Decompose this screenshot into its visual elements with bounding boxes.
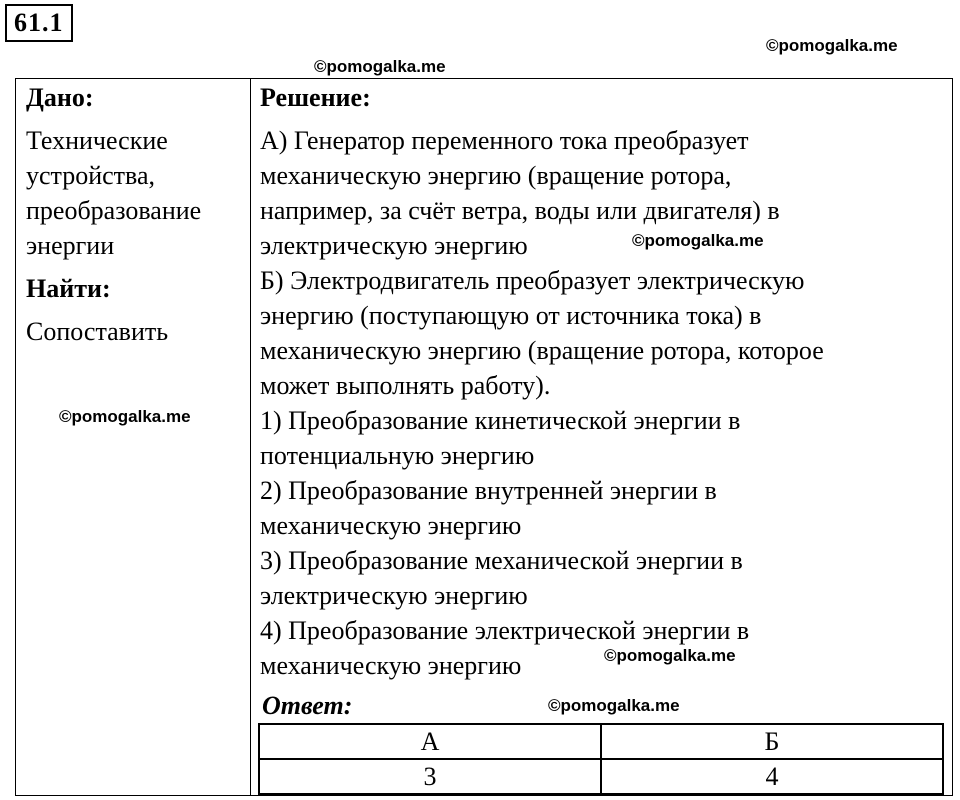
solution-paragraph-b xyxy=(260,263,950,403)
answer-value-cell: 4 xyxy=(601,759,943,794)
solution-line: механическую энергию xyxy=(260,651,522,680)
solution-line: может выполнять работу). xyxy=(260,371,551,400)
solution-column xyxy=(260,80,950,683)
solution-line: Б) Электродвигатель преобразует электрическую xyxy=(260,266,805,295)
solution-line: например, за счёт ветра, воды или двигателя) в xyxy=(260,196,780,225)
solution-line: механическую энергию (вращение ротора, которое xyxy=(260,336,824,365)
column-divider xyxy=(250,78,251,796)
given-line: устройства, xyxy=(26,161,156,190)
solution-body xyxy=(260,123,950,683)
solution-line: электрическую энергию xyxy=(260,231,528,260)
solution-line: механическую энергию (вращение ротора, xyxy=(260,161,732,190)
answer-header-cell: А xyxy=(259,724,601,759)
solution-line: электрическую энергию xyxy=(260,581,528,610)
watermark: ©pomogalka.me xyxy=(766,36,898,55)
solution-heading: Решение: xyxy=(260,83,371,112)
given-line: преобразование xyxy=(26,196,202,225)
answer-header-cell: Б xyxy=(601,724,943,759)
option-3 xyxy=(260,543,950,613)
answer-value-row xyxy=(259,759,943,794)
find-heading: Найти: xyxy=(26,274,111,303)
answer-table xyxy=(258,723,944,795)
watermark: ©pomogalka.me xyxy=(548,696,680,715)
watermark: ©pomogalka.me xyxy=(314,57,446,76)
answer-header-row xyxy=(259,724,943,759)
find-text: Сопоставить xyxy=(26,317,169,346)
option-2 xyxy=(260,473,950,543)
solution-line: 1) Преобразование кинетической энергии в xyxy=(260,406,741,435)
given-heading: Дано: xyxy=(26,83,94,112)
solution-line: 4) Преобразование электрической энергии в xyxy=(260,616,750,645)
option-1 xyxy=(260,403,950,473)
answer-label: Ответ: xyxy=(262,691,353,720)
watermark: ©pomogalka.me xyxy=(604,646,736,665)
solution-line: механическую энергию xyxy=(260,511,522,540)
solution-line: 3) Преобразование механической энергии в xyxy=(260,546,743,575)
given-column xyxy=(26,80,248,349)
problem-number: 61.1 xyxy=(5,4,73,42)
watermark: ©pomogalka.me xyxy=(59,407,191,426)
watermark: ©pomogalka.me xyxy=(632,231,764,250)
answer-value-cell: 3 xyxy=(259,759,601,794)
solution-line: А) Генератор переменного тока преобразует xyxy=(260,126,749,155)
given-text xyxy=(26,123,248,263)
solution-paragraph-a xyxy=(260,123,950,263)
given-line: Технические xyxy=(26,126,168,155)
solution-line: энергию (поступающую от источника тока) в xyxy=(260,301,762,330)
solution-line: потенциальную энергию xyxy=(260,441,535,470)
given-line: энергии xyxy=(26,231,115,260)
option-4 xyxy=(260,613,950,683)
solution-line: 2) Преобразование внутренней энергии в xyxy=(260,476,717,505)
